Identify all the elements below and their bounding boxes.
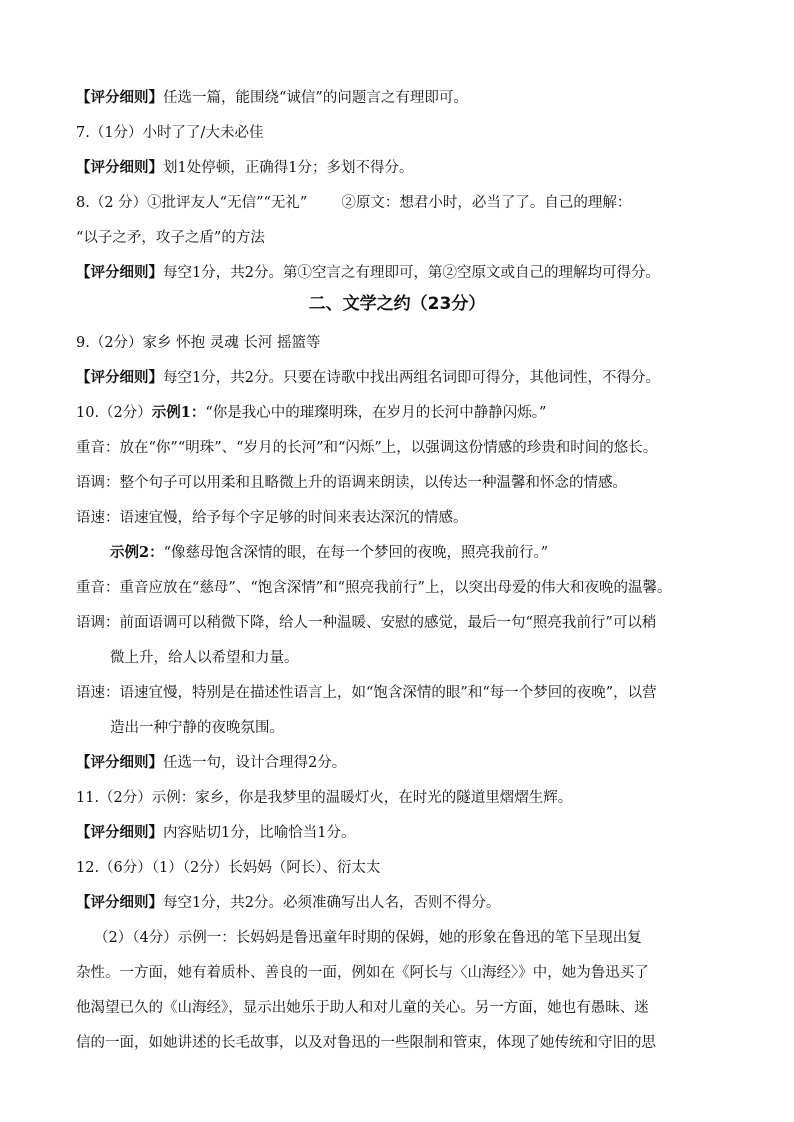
intonation-note-continued: 微上升，给人以希望和力量。: [110, 650, 299, 666]
rule-text: 每空1分，共2分。第①空言之有理即可，第②空原文或自己的理解均可得分。: [163, 265, 660, 281]
scoring-rule-line: [76, 368, 724, 388]
answer-8: [76, 193, 724, 213]
paragraph-line: 杂性。一方面，她有着质朴、善良的一面，例如在《阿长与〈山海经〉》中，她为鲁迅买了: [76, 965, 649, 981]
example-label: 示例1：: [151, 404, 206, 421]
rule-text: 任选一句，设计合理得2分。: [163, 755, 347, 771]
answer-12: 12.（6分）（1）（2分）长妈妈（阿长）、衍太太: [76, 860, 381, 876]
scoring-rule-line: [76, 158, 724, 178]
section-title: 二、文学之约（23分）: [308, 294, 486, 314]
rule-text: 每空1分，共2分。必须准确写出人名，否则不得分。: [163, 895, 501, 911]
answer-10: [76, 403, 724, 423]
intonation-note: 语调：前面语调可以稍微下降，给人一种温暖、安慰的感觉，最后一句“照亮我前行”可以稍: [76, 615, 657, 631]
stress-note: 重音：重音应放在“慈母”、“饱含深情”和“照亮我前行”上，以突出母爱的伟大和夜晚的温馨。: [76, 580, 672, 596]
rule-text: 划1处停顿，正确得1分；多划不得分。: [163, 160, 414, 176]
answer-7: 7.（1分）小时了了/大未必佳: [76, 125, 264, 141]
rule-text: 每空1分，共2分。只要在诗歌中找出两组名词即可得分，其他词性，不得分。: [163, 370, 660, 386]
intonation-note: 语调：整个句子可以用柔和且略微上升的语调来朗读，以传达一种温馨和怀念的情感。: [76, 475, 627, 491]
scoring-rule-line: [76, 893, 724, 913]
rule-text: 内容贴切1分，比喻恰当1分。: [163, 825, 356, 841]
rule-label: 【评分细则】: [76, 159, 163, 176]
example-text: “你是我心中的璀璨明珠，在岁月的长河中静静闪烁。”: [205, 405, 547, 421]
answer-8-part2: ②原文：想君小时，必当了了。自己的理解：: [341, 195, 632, 211]
answer-9: 9.（2分）家乡 怀抱 灵魂 长河 摇篮等: [76, 335, 321, 351]
speed-note: 语速：语速宜慢，特别是在描述性语言上，如“饱含深情的眼”和“每一个梦回的夜晚”，以营: [76, 685, 657, 701]
answer-8-part1: 8.（2 分）①批评友人“无信”“无礼”: [76, 195, 308, 211]
scoring-rule-line: [76, 263, 724, 283]
rule-label: 【评分细则】: [76, 264, 163, 281]
scoring-rule-line: [76, 88, 724, 108]
rule-label: 【评分细则】: [76, 89, 163, 106]
rule-label: 【评分细则】: [76, 824, 163, 841]
example-text: “像慈母饱含深情的眼，在每一个梦回的夜晚，照亮我前行。”: [163, 545, 549, 561]
answer-11: 11.（2分）示例：家乡，你是我梦里的温暖灯火，在时光的隧道里熠熠生辉。: [76, 790, 573, 806]
stress-note: 重音：放在“你”“明珠”、“岁月的长河”和“闪烁”上，以强调这份情感的珍贵和时间的悠长。: [76, 440, 658, 456]
paragraph-line: 他渴望已久的《山海经》，显示出她乐于助人和对儿童的关心。另一方面，她也有愚昧、迷: [76, 1000, 649, 1016]
rule-label: 【评分细则】: [76, 894, 163, 911]
question-number: 10.（2分）: [76, 405, 152, 421]
rule-text: 任选一篇，能围绕“诚信”的问题言之有理即可。: [163, 90, 468, 106]
rule-label: 【评分细则】: [76, 369, 163, 386]
scoring-rule-line: [76, 823, 724, 843]
scoring-rule-line: [76, 753, 724, 773]
example-2: [110, 543, 724, 563]
answer-12-part2: （2）（4分）示例一：长妈妈是鲁迅童年时期的保姆，她的形象在鲁迅的笔下呈现出复: [94, 930, 642, 946]
speed-note-continued: 造出一种宁静的夜晚氛围。: [110, 720, 284, 736]
paragraph-line: 信的一面，如她讲述的长毛故事，以及对鲁迅的一些限制和管束，体现了她传统和守旧的思: [76, 1035, 656, 1051]
rule-label: 【评分细则】: [76, 754, 163, 771]
example-label: 示例2：: [110, 544, 164, 561]
answer-8-continued: “以子之矛，攻子之盾”的方法: [76, 230, 265, 246]
speed-note: 语速：语速宜慢，给予每个字足够的时间来表达深沉的情感。: [76, 510, 468, 526]
